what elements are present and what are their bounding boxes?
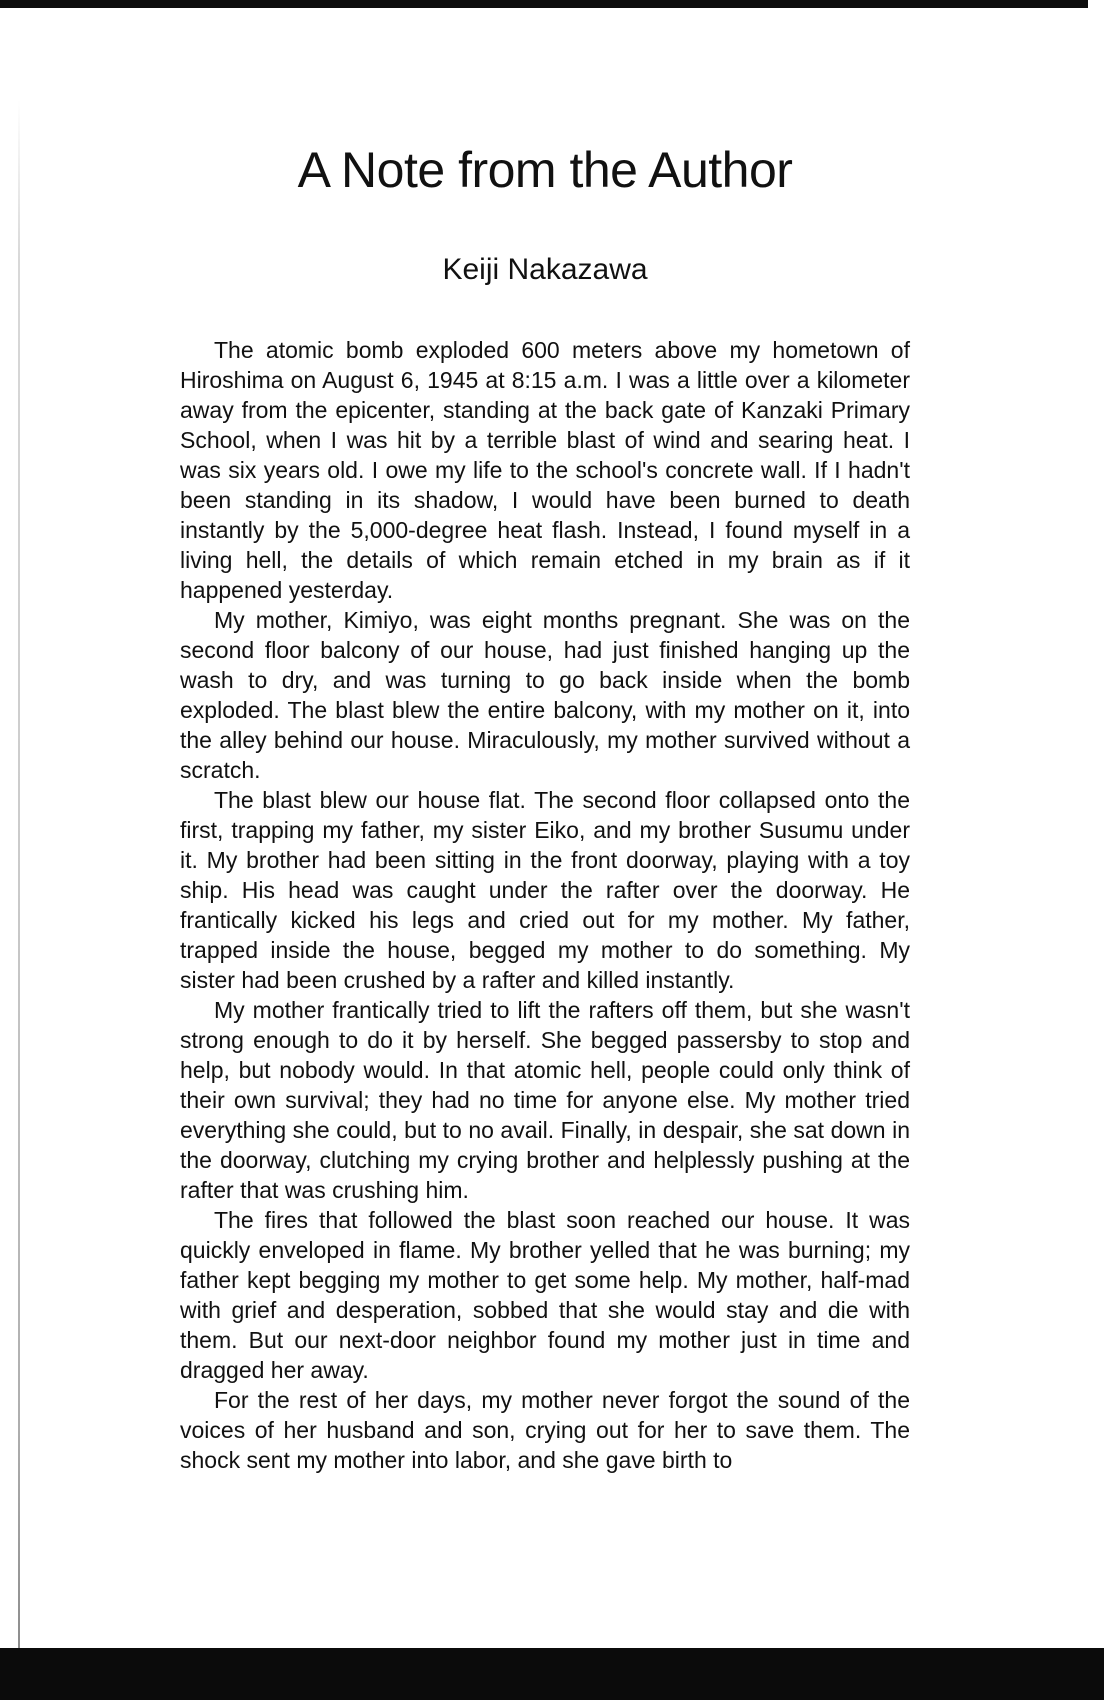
author-name: Keiji Nakazawa: [442, 253, 648, 286]
page-title: A Note from the Author: [297, 142, 793, 198]
scan-bottom-edge: [0, 1648, 1104, 1700]
paragraph: The atomic bomb exploded 600 meters above my hometown of Hiroshima on August 6, 1945 at 8:15 a.m. I was a little over a kilometer away from the epicenter, standing at the back gate of Kanzaki Primary School, when I was hit by a terrible blast of wind and searing heat. I was six years old. I owe my life to the school's concrete wall. If I hadn't been standing in its shadow, I would have been burned to death instantly by the 5,000-degree heat flash. Instead, I found myself in a living hell, the details of which remain etched in my brain as if it happened yesterday.: [180, 337, 910, 603]
paragraph: The fires that followed the blast soon reached our house. It was quickly enveloped in flame. My brother yelled that he was burning; my father kept begging my mother to get some help. My mother, half-mad with grief and desperation, sobbed that she would stay and die with them. But our next-door neighbor found my mother just in time and dragged her away.: [180, 1207, 910, 1383]
paragraph: My mother, Kimiyo, was eight months pregnant. She was on the second floor balcony of our house, had just finished hanging up the wash to dry, and was turning to go back inside when the bomb exploded. The blast blew the entire balcony, with my mother on it, into the alley behind our house. Miraculously, my mother survived without a scratch.: [180, 607, 910, 783]
scan-top-edge: [0, 0, 1088, 8]
paragraph: The blast blew our house flat. The second floor collapsed onto the first, trapping my father, my sister Eiko, and my brother Susumu under it. My brother had been sitting in the front doorway, playing with a toy ship. His head was caught under the rafter over the doorway. He frantically kicked his legs and cried out for my mother. My father, trapped inside the house, begged my mother to do something. My sister had been crushed by a rafter and killed instantly.: [180, 787, 910, 993]
body-text: [180, 335, 910, 1475]
paragraph: For the rest of her days, my mother never forgot the sound of the voices of her husband and son, crying out for her to save them. The shock sent my mother into labor, and she gave birth to: [180, 1387, 910, 1473]
document-page: [180, 140, 910, 1475]
scan-binding-edge: [18, 100, 20, 1660]
paragraph: My mother frantically tried to lift the rafters off them, but she wasn't strong enough to do it by herself. She begged passersby to stop and help, but nobody would. In that atomic hell, people could only think of their own survival; they had no time for anyone else. My mother tried everything she could, but to no avail. Finally, in despair, she sat down in the doorway, clutching my crying brother and helplessly pushing at the rafter that was crushing him.: [180, 997, 910, 1203]
